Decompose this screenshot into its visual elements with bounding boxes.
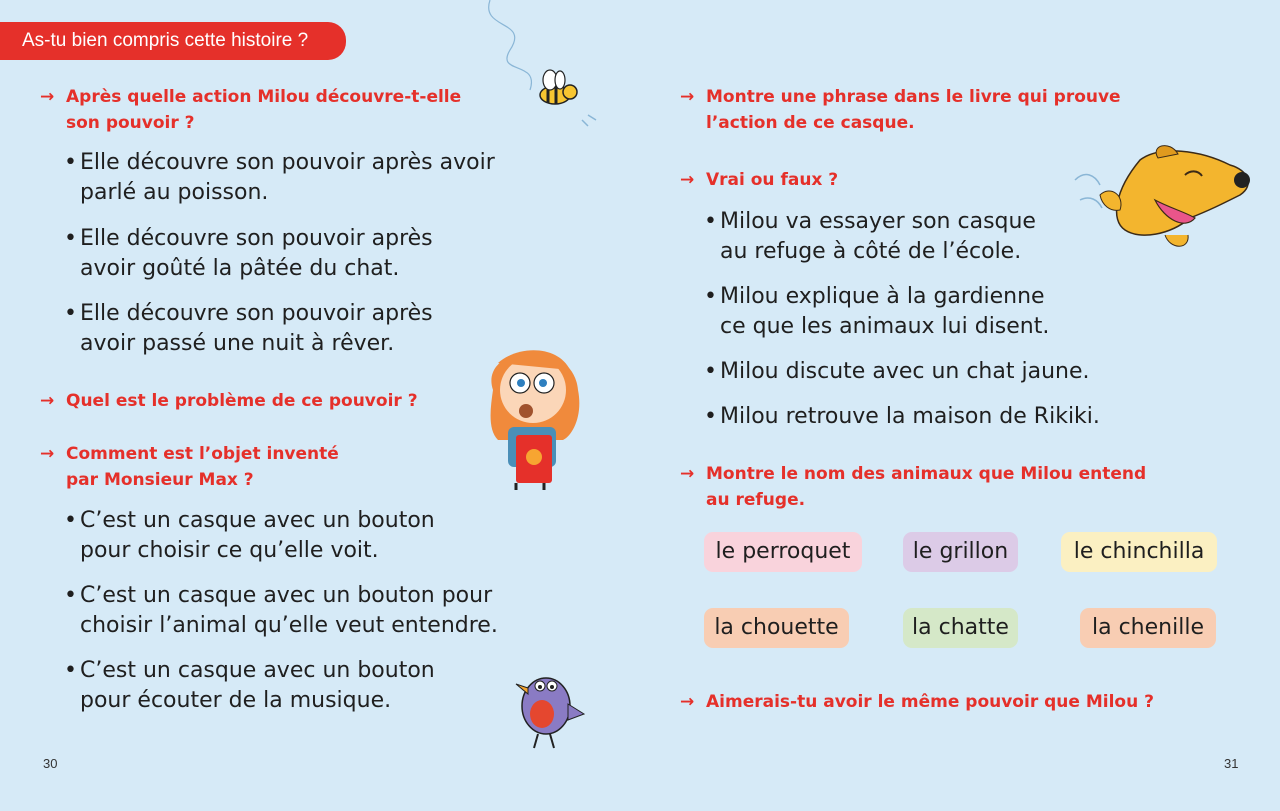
page-number-left: 30: [43, 756, 58, 771]
answer-line: C’est un casque avec un bouton pour: [80, 583, 493, 608]
answer-line: au refuge à côté de l’école.: [720, 239, 1022, 264]
answer-line: choisir l’animal qu’elle veut entendre.: [80, 613, 498, 638]
answer-line: Elle découvre son pouvoir après: [80, 226, 433, 251]
dog-illustration: [1070, 140, 1260, 260]
bullet-icon: •: [64, 583, 77, 608]
arrow-icon: →: [680, 692, 695, 712]
answer-bullet: [64, 581, 498, 641]
question-line: son pouvoir ?: [66, 113, 195, 133]
bullet-icon: •: [704, 284, 717, 309]
question-line: Après quelle action Milou découvre-t-elle: [66, 87, 462, 107]
question-1: [40, 84, 510, 136]
bullet-icon: •: [64, 226, 77, 251]
question-6: [680, 461, 1180, 513]
answer-line: Milou discute avec un chat jaune.: [720, 359, 1090, 384]
answer-bullet: [704, 282, 1049, 342]
question-3: [40, 441, 440, 493]
arrow-icon: →: [40, 391, 55, 411]
answer-bullet: [704, 357, 1090, 387]
question-5: [680, 167, 980, 193]
section-banner: As-tu bien compris cette histoire ?: [0, 22, 346, 60]
answer-line: Elle découvre son pouvoir après avoir: [80, 150, 495, 175]
answer-line: pour écouter de la musique.: [80, 688, 392, 713]
question-line: Montre le nom des animaux que Milou entend: [706, 464, 1147, 484]
answer-line: C’est un casque avec un bouton: [80, 658, 435, 683]
page-number-right: 31: [1224, 756, 1239, 771]
answer-bullet: [64, 148, 495, 208]
bullet-icon: •: [64, 301, 77, 326]
question-line: Vrai ou faux ?: [706, 170, 839, 190]
animal-tag-chatte[interactable]: la chatte: [903, 608, 1018, 648]
bullet-icon: •: [704, 359, 717, 384]
question-line: par Monsieur Max ?: [66, 470, 254, 490]
animal-tag-perroquet[interactable]: le perroquet: [704, 532, 862, 572]
answer-line: pour choisir ce qu’elle voit.: [80, 538, 379, 563]
arrow-icon: →: [40, 444, 55, 464]
answer-line: avoir goûté la pâtée du chat.: [80, 256, 400, 281]
question-line: Montre une phrase dans le livre qui prouve: [706, 87, 1121, 107]
answer-line: C’est un casque avec un bouton: [80, 508, 435, 533]
bullet-icon: •: [704, 404, 717, 429]
bullet-icon: •: [64, 658, 77, 683]
answer-line: Elle découvre son pouvoir après: [80, 301, 433, 326]
animal-tag-grillon[interactable]: le grillon: [903, 532, 1018, 572]
animal-tag-chinchilla[interactable]: le chinchilla: [1061, 532, 1217, 572]
answer-bullet: [64, 299, 433, 359]
question-line: Comment est l’objet inventé: [66, 444, 339, 464]
question-2: [40, 388, 470, 414]
arrow-icon: →: [680, 87, 695, 107]
arrow-icon: →: [680, 170, 695, 190]
answer-line: Milou va essayer son casque: [720, 209, 1036, 234]
question-line: au refuge.: [706, 490, 806, 510]
answer-line: avoir passé une nuit à rêver.: [80, 331, 395, 356]
answer-line: Milou explique à la gardienne: [720, 284, 1045, 309]
question-7: [680, 689, 1200, 715]
bird-illustration: [498, 664, 588, 750]
arrow-icon: →: [680, 464, 695, 484]
answer-line: Milou retrouve la maison de Rikiki.: [720, 404, 1100, 429]
question-line: l’action de ce casque.: [706, 113, 915, 133]
question-line: Quel est le problème de ce pouvoir ?: [66, 391, 418, 411]
answer-line: ce que les animaux lui disent.: [720, 314, 1050, 339]
bullet-icon: •: [704, 209, 717, 234]
answer-bullet: [704, 207, 1036, 267]
arrow-icon: →: [40, 87, 55, 107]
answer-bullet: [64, 224, 433, 284]
animal-tag-chouette[interactable]: la chouette: [704, 608, 849, 648]
answer-bullet: [64, 506, 435, 566]
answer-bullet: [64, 656, 435, 716]
girl-illustration: [478, 335, 588, 490]
answer-bullet: [704, 402, 1100, 432]
answer-line: parlé au poisson.: [80, 180, 269, 205]
bullet-icon: •: [64, 508, 77, 533]
animal-tag-chenille[interactable]: la chenille: [1080, 608, 1216, 648]
question-line: Aimerais-tu avoir le même pouvoir que Milou ?: [706, 692, 1154, 712]
question-4: [680, 84, 1160, 136]
bullet-icon: •: [64, 150, 77, 175]
